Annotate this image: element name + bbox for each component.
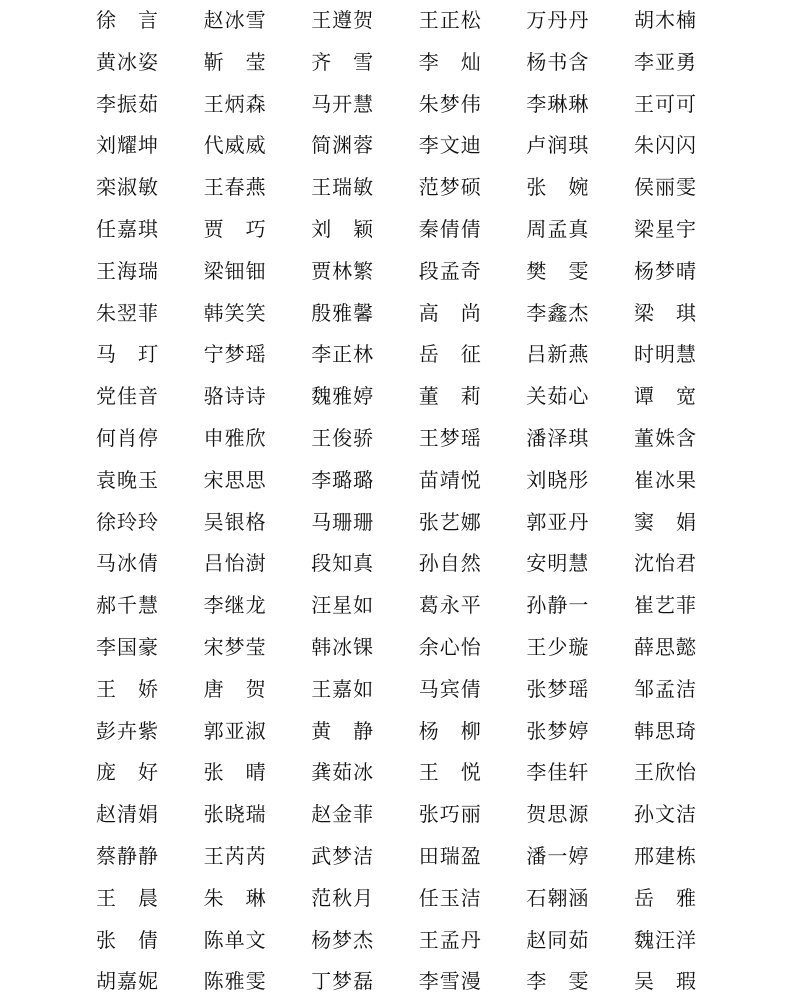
name-text: 刘耀坤 — [96, 133, 159, 158]
name-text: 唐 贺 — [203, 676, 267, 701]
name-entry — [204, 794, 312, 836]
name-text: 黄 静 — [311, 718, 375, 743]
name-entry — [634, 794, 742, 836]
name-text: 王 悦 — [418, 760, 482, 785]
name-entry — [311, 669, 419, 711]
name-entry — [634, 0, 742, 42]
name-text: 吕怡澍 — [203, 551, 267, 576]
name-entry — [634, 167, 742, 209]
name-text: 高 尚 — [418, 300, 482, 325]
name-text: 董姝含 — [633, 425, 697, 450]
name-text: 胡嘉妮 — [96, 969, 159, 994]
name-text: 李亚勇 — [633, 49, 697, 74]
name-text: 吴 瑕 — [633, 969, 697, 994]
name-text: 魏汪洋 — [633, 927, 697, 952]
name-entry — [526, 293, 634, 335]
name-entry — [311, 836, 419, 878]
name-entry — [96, 836, 204, 878]
name-text: 关茹心 — [526, 384, 590, 409]
name-entry — [96, 293, 204, 335]
name-entry — [634, 42, 742, 84]
name-text: 岳 雅 — [633, 885, 697, 910]
name-entry — [526, 376, 634, 418]
name-text: 张 婉 — [526, 175, 590, 200]
name-text: 李文迪 — [418, 133, 482, 158]
name-text: 万丹丹 — [526, 8, 590, 32]
name-entry — [634, 878, 742, 920]
name-entry — [526, 502, 634, 544]
name-entry — [96, 627, 204, 669]
name-entry — [311, 334, 419, 376]
name-entry — [526, 84, 634, 126]
name-text: 朱梦伟 — [418, 91, 482, 116]
name-text: 李 雯 — [526, 969, 590, 994]
name-entry — [96, 167, 204, 209]
name-text: 何肖停 — [96, 425, 159, 450]
name-text: 邹孟洁 — [633, 676, 697, 701]
name-text: 杨梦杰 — [311, 927, 375, 952]
name-entry — [204, 376, 312, 418]
name-text: 简渊蓉 — [311, 133, 375, 158]
name-text: 袁晚玉 — [96, 467, 159, 492]
name-text: 代威威 — [203, 133, 267, 158]
name-text: 安明慧 — [526, 551, 590, 576]
name-entry — [204, 42, 312, 84]
name-text: 刘 颖 — [311, 216, 375, 241]
name-entry — [96, 711, 204, 753]
name-entry — [311, 125, 419, 167]
name-text: 吕新燕 — [526, 342, 590, 367]
name-entry — [526, 209, 634, 251]
name-text: 王孟丹 — [418, 927, 482, 952]
name-entry — [204, 752, 312, 794]
name-entry — [204, 502, 312, 544]
name-entry — [526, 251, 634, 293]
name-entry — [204, 585, 312, 627]
name-text: 谭 宽 — [633, 384, 697, 409]
name-text: 时明慧 — [633, 342, 697, 367]
name-text: 潘泽琪 — [526, 425, 590, 450]
name-text: 赵清娟 — [96, 802, 159, 827]
name-text: 范秋月 — [311, 885, 375, 910]
name-entry — [311, 42, 419, 84]
name-text: 董 莉 — [418, 384, 482, 409]
name-text: 王俊骄 — [311, 425, 375, 450]
name-text: 崔冰果 — [633, 467, 697, 492]
name-entry — [311, 460, 419, 502]
name-text: 李佳轩 — [526, 760, 590, 785]
name-text: 李正林 — [311, 342, 375, 367]
name-entry — [634, 669, 742, 711]
name-text: 张晓瑞 — [203, 802, 267, 827]
name-text: 王 晨 — [96, 885, 159, 910]
name-text: 朱闪闪 — [633, 133, 697, 158]
name-text: 丁梦磊 — [311, 969, 375, 994]
name-entry — [526, 836, 634, 878]
name-entry — [634, 418, 742, 460]
name-text: 贾 巧 — [203, 216, 267, 241]
name-entry — [311, 251, 419, 293]
name-entry — [204, 460, 312, 502]
name-text: 崔艺菲 — [633, 593, 697, 618]
name-entry — [634, 920, 742, 962]
name-text: 田瑞盈 — [418, 843, 482, 868]
name-text: 靳 莹 — [203, 49, 267, 74]
name-text: 宋思思 — [203, 467, 267, 492]
name-entry — [96, 125, 204, 167]
name-text: 王嘉如 — [311, 676, 375, 701]
name-entry — [419, 42, 527, 84]
name-text: 马冰倩 — [96, 551, 159, 576]
name-text: 黄冰姿 — [96, 49, 159, 74]
name-text: 苗靖悦 — [418, 467, 482, 492]
name-entry — [419, 84, 527, 126]
name-text: 贾林繁 — [311, 258, 375, 283]
name-text: 余心怡 — [418, 634, 482, 659]
name-text: 宋梦莹 — [203, 634, 267, 659]
name-text: 段孟奇 — [418, 258, 482, 283]
name-entry — [419, 0, 527, 42]
name-entry — [96, 460, 204, 502]
name-entry — [419, 502, 527, 544]
name-text: 杨梦晴 — [633, 258, 697, 283]
name-entry — [634, 961, 742, 1003]
name-entry — [634, 460, 742, 502]
name-entry — [96, 376, 204, 418]
name-entry — [311, 209, 419, 251]
name-text: 张梦婷 — [526, 718, 590, 743]
name-text: 石翱涵 — [526, 885, 590, 910]
name-entry — [311, 543, 419, 585]
name-text: 侯丽雯 — [633, 175, 697, 200]
name-entry — [634, 543, 742, 585]
name-text: 李璐璐 — [311, 467, 375, 492]
name-text: 徐玲玲 — [96, 509, 159, 534]
name-text: 武梦洁 — [311, 843, 375, 868]
name-entry — [204, 125, 312, 167]
name-text: 王少璇 — [526, 634, 590, 659]
name-entry — [204, 836, 312, 878]
name-entry — [419, 334, 527, 376]
name-text: 李雪漫 — [418, 969, 482, 994]
name-text: 李 灿 — [418, 49, 482, 74]
name-entry — [526, 585, 634, 627]
name-text: 李鑫杰 — [526, 300, 590, 325]
name-text: 李振茹 — [96, 91, 159, 116]
name-entry — [526, 460, 634, 502]
name-text: 王遵贺 — [311, 8, 375, 32]
name-entry — [634, 502, 742, 544]
name-entry — [311, 502, 419, 544]
name-text: 张梦瑶 — [526, 676, 590, 701]
name-text: 张艺娜 — [418, 509, 482, 534]
name-entry — [311, 418, 419, 460]
name-entry — [634, 752, 742, 794]
name-entry — [204, 920, 312, 962]
name-entry — [96, 0, 204, 42]
name-text: 王 娇 — [96, 676, 159, 701]
name-entry — [311, 711, 419, 753]
name-entry — [634, 585, 742, 627]
name-entry — [96, 752, 204, 794]
name-text: 郝千慧 — [96, 593, 159, 618]
name-entry — [526, 0, 634, 42]
name-text: 王欣怡 — [633, 760, 697, 785]
name-text: 任嘉琪 — [96, 216, 159, 241]
name-entry — [311, 585, 419, 627]
name-entry — [311, 920, 419, 962]
name-entry — [311, 293, 419, 335]
name-entry — [526, 794, 634, 836]
name-entry — [526, 125, 634, 167]
name-entry — [204, 293, 312, 335]
name-text: 龚茹冰 — [311, 760, 375, 785]
name-text: 王梦瑶 — [418, 425, 482, 450]
name-entry — [419, 251, 527, 293]
name-entry — [526, 167, 634, 209]
name-entry — [634, 251, 742, 293]
name-entry — [419, 669, 527, 711]
name-entry — [634, 84, 742, 126]
name-text: 党佳音 — [96, 384, 159, 409]
name-text: 殷雅馨 — [311, 300, 375, 325]
name-text: 张 倩 — [96, 927, 159, 952]
name-entry — [96, 334, 204, 376]
name-text: 王瑞敏 — [311, 175, 375, 200]
name-text: 葛永平 — [418, 593, 482, 618]
name-entry — [419, 711, 527, 753]
name-entry — [311, 752, 419, 794]
name-entry — [634, 836, 742, 878]
name-entry — [96, 84, 204, 126]
name-text: 李琳琳 — [526, 91, 590, 116]
name-text: 张 晴 — [203, 760, 267, 785]
name-text: 贺思源 — [526, 802, 590, 827]
name-entry — [419, 418, 527, 460]
name-entry — [526, 961, 634, 1003]
name-text: 王可可 — [633, 91, 697, 116]
name-text: 宁梦瑶 — [203, 342, 267, 367]
name-text: 汪星如 — [311, 593, 375, 618]
name-text: 梁星宇 — [633, 216, 697, 241]
name-entry — [204, 961, 312, 1003]
name-text: 申雅欣 — [203, 425, 267, 450]
name-entry — [204, 669, 312, 711]
name-entry — [96, 920, 204, 962]
name-list-grid — [96, 0, 756, 1003]
name-entry — [419, 585, 527, 627]
name-text: 孙文洁 — [633, 802, 697, 827]
name-text: 王正松 — [418, 8, 482, 32]
name-text: 朱翌菲 — [96, 300, 159, 325]
name-entry — [526, 418, 634, 460]
name-entry — [526, 42, 634, 84]
name-entry — [634, 209, 742, 251]
name-text: 王春燕 — [203, 175, 267, 200]
name-entry — [526, 627, 634, 669]
name-text: 任玉洁 — [418, 885, 482, 910]
name-entry — [311, 376, 419, 418]
name-text: 王海瑞 — [96, 258, 159, 283]
name-entry — [311, 84, 419, 126]
name-entry — [419, 920, 527, 962]
name-text: 王芮芮 — [203, 843, 267, 868]
name-text: 马珊珊 — [311, 509, 375, 534]
name-text: 骆诗诗 — [203, 384, 267, 409]
name-text: 沈怡君 — [633, 551, 697, 576]
name-text: 周孟真 — [526, 216, 590, 241]
name-entry — [311, 794, 419, 836]
name-entry — [419, 167, 527, 209]
name-entry — [419, 376, 527, 418]
name-text: 郭亚淑 — [203, 718, 267, 743]
name-text: 李继龙 — [203, 593, 267, 618]
name-entry — [96, 585, 204, 627]
name-text: 梁钿钿 — [203, 258, 267, 283]
name-text: 梁 琪 — [633, 300, 697, 325]
name-text: 徐 言 — [96, 8, 159, 32]
name-text: 赵冰雪 — [203, 8, 267, 32]
name-entry — [204, 543, 312, 585]
name-entry — [96, 418, 204, 460]
name-text: 孙静一 — [526, 593, 590, 618]
name-entry — [204, 627, 312, 669]
name-text: 孙自然 — [418, 551, 482, 576]
name-text: 范梦硕 — [418, 175, 482, 200]
name-text: 吴银格 — [203, 509, 267, 534]
name-text: 马宾倩 — [418, 676, 482, 701]
name-text: 张巧丽 — [418, 802, 482, 827]
name-text: 齐 雪 — [311, 49, 375, 74]
name-entry — [634, 627, 742, 669]
name-entry — [204, 84, 312, 126]
name-entry — [419, 878, 527, 920]
name-entry — [419, 125, 527, 167]
name-text: 岳 征 — [418, 342, 482, 367]
name-entry — [526, 669, 634, 711]
name-text: 胡木楠 — [633, 8, 697, 32]
name-text: 赵同茹 — [526, 927, 590, 952]
name-text: 魏雅婷 — [311, 384, 375, 409]
name-text: 樊 雯 — [526, 258, 590, 283]
name-entry — [311, 961, 419, 1003]
name-entry — [204, 251, 312, 293]
name-text: 蔡静静 — [96, 843, 159, 868]
name-entry — [634, 376, 742, 418]
name-text: 陈雅雯 — [203, 969, 267, 994]
name-text: 李国豪 — [96, 634, 159, 659]
name-text: 邢建栋 — [633, 843, 697, 868]
name-entry — [526, 878, 634, 920]
name-text: 庞 好 — [96, 760, 159, 785]
name-entry — [634, 125, 742, 167]
name-entry — [311, 627, 419, 669]
name-entry — [96, 251, 204, 293]
name-text: 朱 琳 — [203, 885, 267, 910]
name-entry — [204, 711, 312, 753]
name-entry — [96, 961, 204, 1003]
name-entry — [526, 543, 634, 585]
name-text: 韩思琦 — [633, 718, 697, 743]
name-entry — [204, 209, 312, 251]
name-entry — [311, 0, 419, 42]
name-entry — [526, 334, 634, 376]
name-text: 杨 柳 — [418, 718, 482, 743]
name-entry — [96, 878, 204, 920]
name-text: 郭亚丹 — [526, 509, 590, 534]
name-text: 陈单文 — [203, 927, 267, 952]
name-text: 马开慧 — [311, 91, 375, 116]
name-text: 彭卉紫 — [96, 718, 159, 743]
name-entry — [204, 0, 312, 42]
name-entry — [634, 293, 742, 335]
name-entry — [419, 961, 527, 1003]
name-text: 卢润琪 — [526, 133, 590, 158]
name-entry — [419, 460, 527, 502]
name-text: 韩冰锞 — [311, 634, 375, 659]
name-entry — [419, 293, 527, 335]
name-entry — [204, 334, 312, 376]
name-entry — [526, 920, 634, 962]
name-entry — [419, 543, 527, 585]
name-text: 窦 娟 — [633, 509, 697, 534]
name-entry — [204, 878, 312, 920]
name-text: 段知真 — [311, 551, 375, 576]
name-text: 潘一婷 — [526, 843, 590, 868]
name-text: 秦倩倩 — [418, 216, 482, 241]
name-text: 王炳森 — [203, 91, 267, 116]
name-entry — [419, 836, 527, 878]
name-entry — [311, 878, 419, 920]
name-entry — [311, 167, 419, 209]
name-entry — [419, 209, 527, 251]
name-entry — [96, 502, 204, 544]
name-entry — [96, 794, 204, 836]
name-text: 马 玎 — [96, 342, 159, 367]
name-entry — [634, 334, 742, 376]
name-entry — [419, 794, 527, 836]
name-entry — [204, 418, 312, 460]
name-text: 韩笑笑 — [203, 300, 267, 325]
name-entry — [96, 42, 204, 84]
name-entry — [96, 669, 204, 711]
name-entry — [96, 543, 204, 585]
name-entry — [204, 167, 312, 209]
name-text: 栾淑敏 — [96, 175, 159, 200]
name-text: 杨书含 — [526, 49, 590, 74]
name-entry — [96, 209, 204, 251]
name-text: 赵金菲 — [311, 802, 375, 827]
name-text: 薛思懿 — [633, 634, 697, 659]
name-text: 刘晓彤 — [526, 467, 590, 492]
name-entry — [634, 711, 742, 753]
name-entry — [419, 752, 527, 794]
name-entry — [526, 711, 634, 753]
name-entry — [419, 627, 527, 669]
name-entry — [526, 752, 634, 794]
